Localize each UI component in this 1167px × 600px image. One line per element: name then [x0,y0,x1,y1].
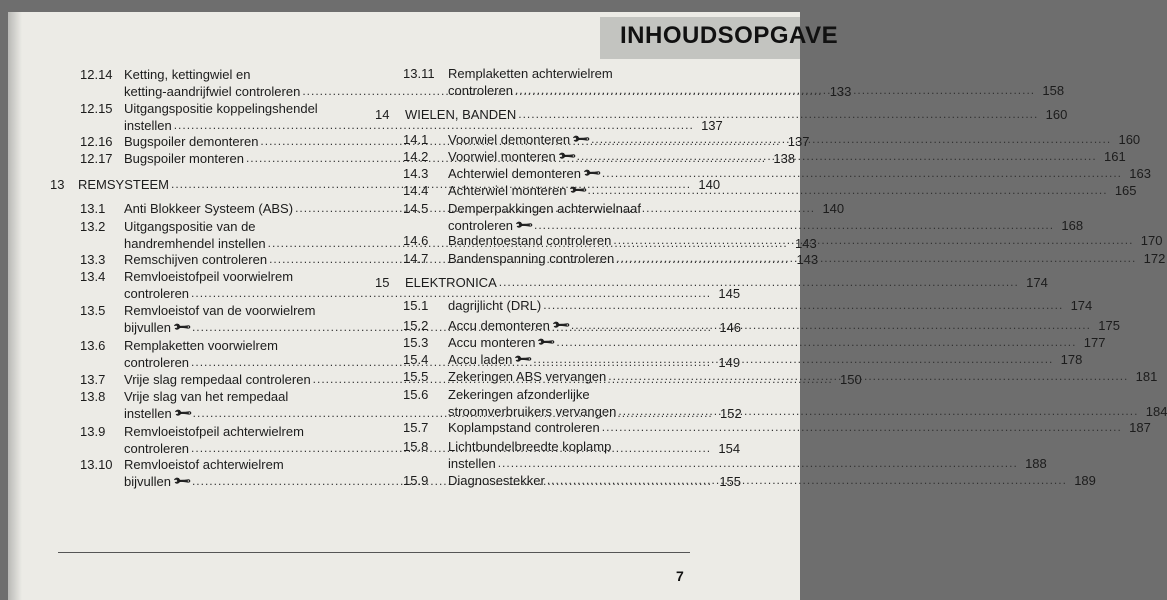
toc-entry-page: 174 [1070,298,1093,313]
dot-leader [556,334,1076,351]
toc-entry-title-line: Uitgangspositie koppelingshendel [124,101,318,116]
toc-entry-title-line: Remplaketten voorwielrem [124,338,278,353]
toc-entry-page: 177 [1083,335,1106,350]
toc-entry-title-line: Zekeringen afzonderlijke [448,387,590,402]
wrench-icon: 🔧 [581,162,603,184]
toc-entry-title-line: dagrijlicht (DRL) [448,298,542,313]
toc-entry-title-line: Demperpakkingen achterwielnaaf [448,201,641,216]
dot-leader [602,165,1122,182]
toc-entry-number: 14.4 [403,183,429,198]
toc-entry-title-line: Remvloeistofpeil voorwielrem [124,269,294,284]
toc-entry-number: 12.17 [80,151,113,166]
manual-page [8,12,1167,600]
toc-entry-title-line: Remvloeistof achterwielrem [124,457,284,472]
toc-entry-page: 138 [773,151,796,166]
toc-entry-page: 188 [1025,456,1047,471]
toc-entry-number: 15.2 [403,318,429,333]
toc-entry-title-line: Diagnosestekker [448,473,545,488]
toc-entry-page: 146 [719,320,742,335]
dot-leader [498,455,1018,472]
toc-entry-number: 13.8 [80,389,106,404]
toc-entry-title-line: controleren [124,441,190,456]
toc-entry-number: 14 [375,107,390,122]
toc-entry-number: 15 [375,275,390,290]
toc-entry-number: 13.10 [80,457,113,472]
toc-entry-number: 15.6 [403,387,429,402]
toc-entry-number: 12.14 [80,67,113,82]
toc-entry-title-line: Accu demonteren [448,318,550,333]
toc-entry-title-line: ketting-aandrijfwiel controleren [124,84,301,99]
toc-entry-page: 155 [719,474,742,489]
toc-entry-number: 13.2 [80,219,106,234]
toc-entry-page: 160 [1045,107,1068,122]
wrench-icon: 🔧 [550,314,572,336]
toc-entry-number: 14.7 [403,251,429,266]
toc-entry-page: 140 [698,177,721,192]
page-title: INHOUDSOPGAVE [620,22,839,49]
toc-entry-page: 163 [1129,166,1151,181]
toc-entry-page: 161 [1104,149,1126,164]
toc-entry-number: 13.6 [80,338,106,353]
toc-entry-page: 174 [1026,275,1048,290]
toc-entry-title-line: Anti Blokkeer Systeem (ABS) [124,201,294,216]
toc-entry-page: 170 [1140,233,1163,248]
toc-entry-number: 13.5 [80,303,106,318]
toc-entry-number: 13.1 [80,201,106,216]
toc-entry-title-line: handremhendel instellen [124,236,266,251]
toc-entry-title-line: Remschijven controleren [124,252,268,267]
toc-entry-title-line: controleren [448,83,514,98]
toc-entry-title-line: Bugspoiler demonteren [124,134,259,149]
toc-entry-text [448,297,1093,314]
toc-entry-title-line: Remplaketten achterwielrem [448,66,613,81]
toc-entry-number: 15.4 [403,352,429,367]
toc-entry-page: 137 [701,118,723,133]
toc-entry-page: 189 [1074,473,1096,488]
toc-entry-page: 184 [1145,404,1167,419]
toc-entry-number: 13.4 [80,269,106,284]
toc-entry-page: 140 [822,201,845,216]
wrench-icon: 🔧 [536,331,557,353]
toc-entry-title-line: instellen [124,118,172,133]
toc-entry-page: 181 [1135,369,1158,384]
dot-leader [533,351,1053,368]
toc-entry-number: 13.3 [80,252,106,267]
toc-entry-title-line: Bugspoiler monteren [124,151,244,166]
wrench-icon: 🔧 [567,179,588,201]
dot-leader [518,106,1038,123]
toc-entry-page: 152 [720,406,742,421]
footer-rule [58,552,690,553]
toc-entry-number: 13.11 [403,66,435,81]
toc-entry-title-line: Koplampstand controleren [448,420,600,435]
toc-entry-page: 187 [1129,420,1151,435]
toc-entry-title-line: controleren [124,355,190,370]
toc-entry-title-line: controleren [448,218,514,233]
toc-entry-page: 143 [796,252,819,267]
wrench-icon: 🔧 [171,470,193,492]
dot-leader [616,250,1136,267]
toc-entry-title-line: controleren [124,286,190,301]
toc-entry-number: 15.8 [403,439,429,454]
toc-entry-number: 13.9 [80,424,106,439]
toc-entry-page: 178 [1060,352,1083,367]
toc-entry-title-line: Lichtbundelbreedte koplamp [448,439,612,454]
wrench-icon: 🔧 [513,214,535,236]
toc-entry-title-line: instellen [124,406,172,421]
toc-entry-page: 149 [718,355,741,370]
toc-entry-page: 137 [787,134,810,149]
toc-entry-page: 175 [1098,318,1120,333]
toc-entry-title-line: bijvullen [124,320,171,335]
toc-entry-title-line: Achterwiel monteren [448,183,567,198]
toc-entry-number: 12.15 [80,101,113,116]
toc-entry-title-line: Achterwiel demonteren [448,166,581,181]
toc-entry-number: 15.7 [403,420,429,435]
toc-entry-page: 158 [1042,83,1065,98]
wrench-icon: 🔧 [513,348,534,370]
page-number: 7 [676,568,684,584]
dot-leader [571,317,1091,334]
dot-leader [577,148,1097,165]
toc-entry-text [448,162,1151,184]
toc-entry-title-line: Zekeringen ABS vervangen [448,369,607,384]
toc-entry-page: 133 [829,84,852,99]
toc-entry-title-line: bijvullen [124,474,171,489]
toc-entry-page: 160 [1118,132,1141,147]
toc-entry-number: 15.1 [403,298,429,313]
toc-entry-text [448,331,1106,353]
toc-entry-number: 13.7 [80,372,106,387]
toc-entry-title-line: Remvloeistof van de voorwielrem [124,303,316,318]
toc-entry-title-line: Vrije slag van het rempedaal [124,389,289,404]
toc-entry-title-line: ELEKTRONICA [405,275,497,290]
toc-entry-title-line: Bandenspanning controleren [448,251,615,266]
toc-entry-number: 12.16 [80,134,113,149]
toc-entry-title-line: Bandentoestand controleren [448,233,612,248]
dot-leader [608,368,1128,385]
toc-entry-title-line: Ketting, kettingwiel en [124,67,251,82]
toc-entry-page: 143 [795,236,817,251]
toc-entry-title-line: stroomverbruikers vervangen [448,404,617,419]
dot-leader [547,472,1067,489]
dot-leader [618,403,1138,420]
dot-leader [591,131,1111,148]
toc-entry-title-line: Accu monteren [448,335,536,350]
dot-leader [613,232,1133,249]
wrench-icon: 🔧 [171,316,193,338]
toc-entry-title-line: Remvloeistofpeil achterwielrem [124,424,304,439]
toc-entry-page: 172 [1143,251,1166,266]
toc-entry-number: 14.1 [403,132,429,147]
wrench-icon: 🔧 [571,128,592,150]
toc-entry-page: 168 [1061,218,1084,233]
toc-entry-title-line: Vrije slag rempedaal controleren [124,372,311,387]
wrench-icon: 🔧 [172,402,194,424]
toc-entry-number: 14.6 [403,233,429,248]
dot-leader [499,274,1019,291]
toc-entry-page: 145 [718,286,741,301]
toc-entry-number: 15.3 [403,335,429,350]
toc-entry-title-line: instellen [448,456,496,471]
toc-entry-number: 14.2 [403,149,429,164]
toc-entry-text [405,106,1068,123]
dot-leader [602,419,1122,436]
dot-leader [587,182,1107,199]
toc-entry-text [448,419,1151,436]
dot-leader [515,82,1035,99]
toc-entry-title-line: Uitgangspositie van de [124,219,256,234]
toc-entry-page: 154 [718,441,741,456]
toc-entry-title-line: WIELEN, BANDEN [405,107,517,122]
toc-entry-number: 15.9 [403,473,429,488]
toc-entry-text [405,274,1048,291]
toc-entry-number: 15.5 [403,369,429,384]
dot-leader [543,297,1063,314]
wrench-icon: 🔧 [556,145,578,167]
toc-entry-page: 165 [1114,183,1137,198]
toc-entry-title-line: Voorwiel monteren [448,149,556,164]
toc-entry-number: 14.5 [403,201,429,216]
toc-entry-page: 150 [840,372,862,387]
toc-entry-title-line: REMSYSTEEM [78,177,170,192]
toc-entry-number: 14.3 [403,166,429,181]
toc-entry-title-line: Voorwiel demonteren [448,132,571,147]
toc-entry-title-line: Accu laden [448,352,513,367]
toc-entry-number: 13 [50,177,65,192]
